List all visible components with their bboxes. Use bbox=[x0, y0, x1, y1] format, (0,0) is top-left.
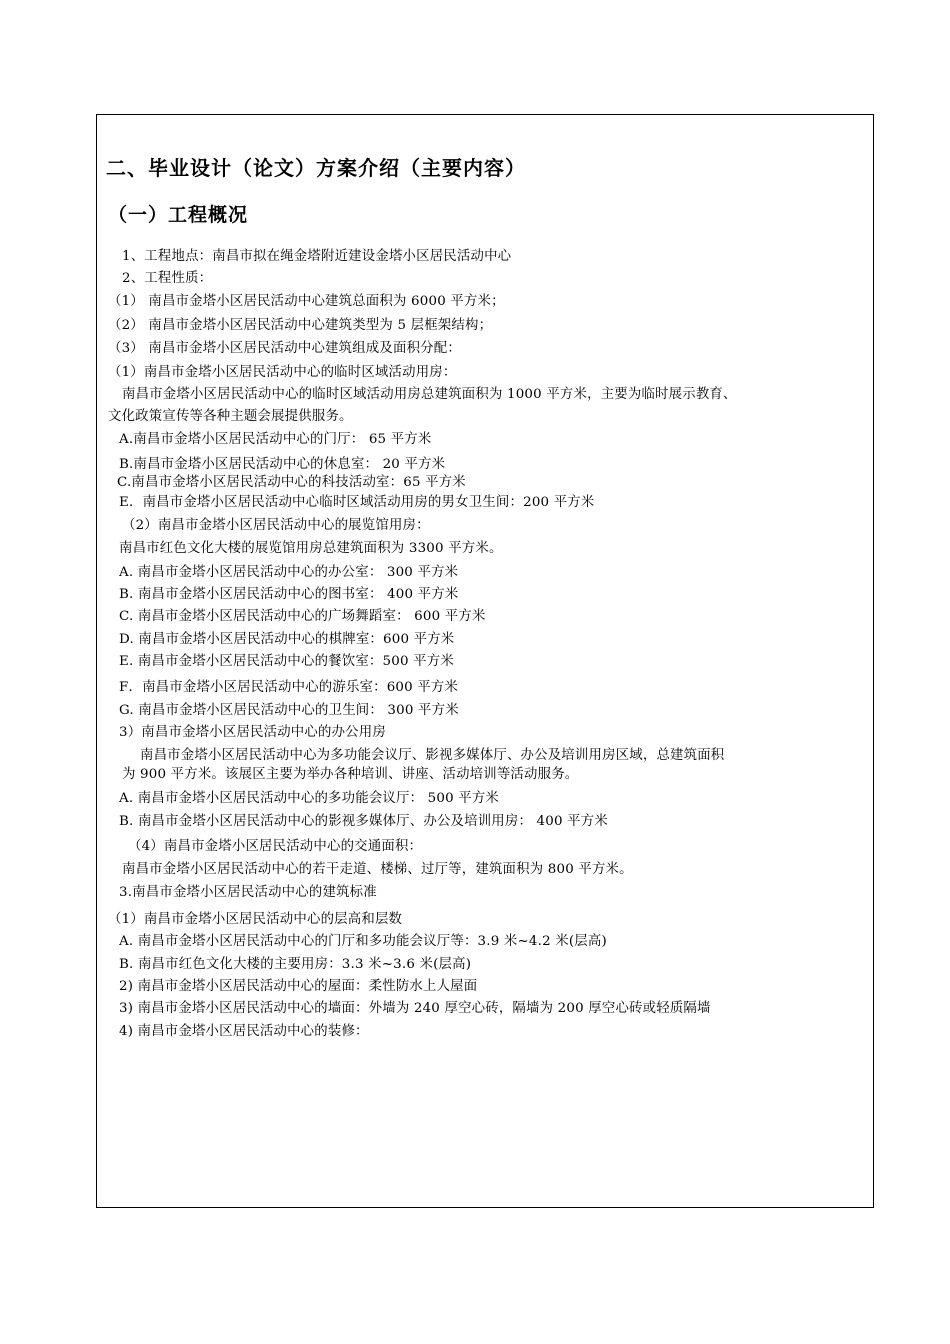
text-line: （4）南昌市金塔小区居民活动中心的交通面积： bbox=[128, 839, 423, 854]
text-line: 3) 南昌市金塔小区居民活动中心的墙面：外墙为 240 厚空心砖，隔墙为 200 厚空心砖或轻质隔墙 bbox=[119, 1001, 711, 1016]
text-line: G. 南昌市金塔小区居民活动中心的卫生间： 300 平方米 bbox=[119, 703, 459, 718]
text-line: B. 南昌市红色文化大楼的主要用房：3.3 米~3.6 米(层高) bbox=[119, 957, 472, 972]
text-line: 3）南昌市金塔小区居民活动中心的办公用房 bbox=[119, 725, 386, 740]
text-line: A. 南昌市金塔小区居民活动中心的多功能会议厅： 500 平方米 bbox=[119, 791, 500, 806]
section-heading: 二、毕业设计（论文）方案介绍（主要内容） bbox=[106, 156, 526, 180]
text-line: 南昌市红色文化大楼的展览馆用房总建筑面积为 3300 平方米。 bbox=[119, 541, 503, 556]
text-line: （3） 南昌市金塔小区居民活动中心建筑组成及面积分配： bbox=[108, 341, 461, 356]
text-line: （1）南昌市金塔小区居民活动中心的层高和层数 bbox=[108, 912, 403, 927]
text-line: 2) 南昌市金塔小区居民活动中心的屋面：柔性防水上人屋面 bbox=[119, 979, 478, 994]
text-line: B.南昌市金塔小区居民活动中心的休息室： 20 平方米 bbox=[119, 457, 446, 472]
text-line: （2）南昌市金塔小区居民活动中心的展览馆用房： bbox=[122, 518, 430, 533]
text-line: （1）南昌市金塔小区居民活动中心的临时区域活动用房： bbox=[108, 365, 457, 380]
text-line: （1） 南昌市金塔小区居民活动中心建筑总面积为 6000 平方米； bbox=[108, 294, 505, 309]
text-line: C. 南昌市金塔小区居民活动中心的广场舞蹈室： 600 平方米 bbox=[119, 609, 486, 624]
text-line: E．南昌市金塔小区居民活动中心临时区域活动用房的男女卫生间：200 平方米 bbox=[119, 495, 595, 510]
text-line: 南昌市金塔小区居民活动中心的若干走道、楼梯、过厅等，建筑面积为 800 平方米。 bbox=[122, 862, 633, 877]
text-line: E. 南昌市金塔小区居民活动中心的餐饮室：500 平方米 bbox=[119, 654, 454, 669]
text-line: 为 900 平方米。该展区主要为举办各种培训、讲座、活动培训等活动服务。 bbox=[122, 767, 579, 782]
text-line: D. 南昌市金塔小区居民活动中心的棋牌室：600 平方米 bbox=[119, 632, 455, 647]
text-line: 4) 南昌市金塔小区居民活动中心的装修： bbox=[119, 1024, 369, 1039]
text-line: （2） 南昌市金塔小区居民活动中心建筑类型为 5 层框架结构； bbox=[108, 318, 493, 333]
text-line: A. 南昌市金塔小区居民活动中心的办公室： 300 平方米 bbox=[119, 565, 459, 580]
text-line: 文化政策宣传等各种主题会展提供服务。 bbox=[108, 409, 353, 424]
text-line: 1、工程地点：南昌市拟在绳金塔附近建设金塔小区居民活动中心 bbox=[122, 249, 512, 264]
text-line: 2、工程性质： bbox=[122, 271, 213, 286]
text-line: 3.南昌市金塔小区居民活动中心的建筑标准 bbox=[119, 885, 377, 900]
text-line: B. 南昌市金塔小区居民活动中心的影视多媒体厅、办公及培训用房： 400 平方米 bbox=[119, 814, 608, 829]
subsection-heading: （一）工程概况 bbox=[108, 204, 249, 226]
text-line: 南昌市金塔小区居民活动中心为多功能会议厅、影视多媒体厅、办公及培训用房区域，总建筑面积 bbox=[140, 748, 725, 763]
text-line: C.南昌市金塔小区居民活动中心的科技活动室：65 平方米 bbox=[117, 475, 466, 490]
text-line: A. 南昌市金塔小区居民活动中心的门厅和多功能会议厅等：3.9 米~4.2 米(层高) bbox=[119, 934, 607, 949]
text-line: A.南昌市金塔小区居民活动中心的门厅： 65 平方米 bbox=[119, 432, 432, 447]
text-line: F．南昌市金塔小区居民活动中心的游乐室：600 平方米 bbox=[119, 680, 459, 695]
text-line: 南昌市金塔小区居民活动中心的临时区域活动用房总建筑面积为 1000 平方米，主要为临时展示教育、 bbox=[122, 387, 737, 402]
text-line: B. 南昌市金塔小区居民活动中心的图书室： 400 平方米 bbox=[119, 587, 459, 602]
